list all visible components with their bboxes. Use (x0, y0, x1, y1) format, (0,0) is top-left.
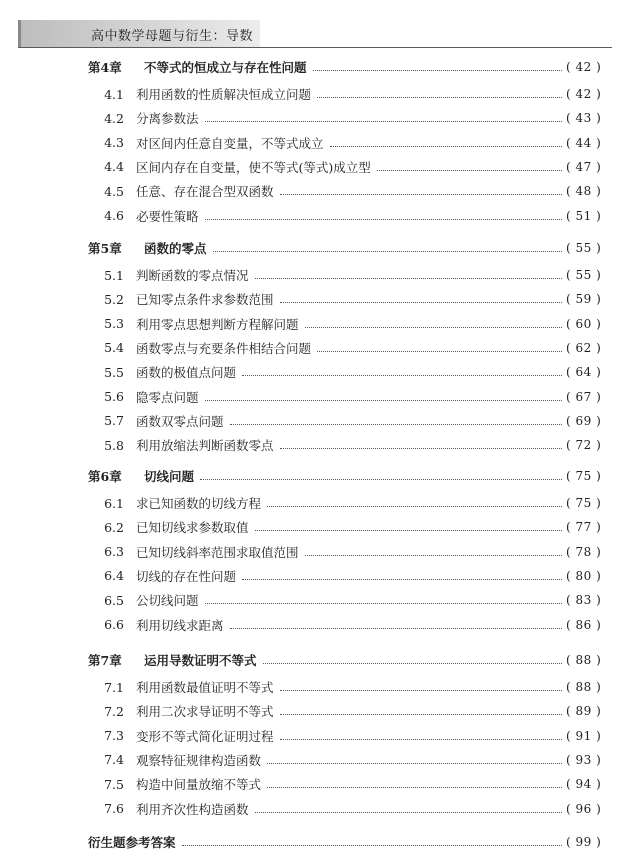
page-number: ( 78 ) (566, 544, 602, 559)
section-row[interactable] (0, 701, 629, 721)
section-title: 利用零点思想判断方程解问题 (136, 316, 299, 332)
section-row[interactable] (0, 677, 629, 697)
section-title: 对区间内任意自变量，不等式成立 (136, 135, 324, 151)
section-number: 4.6 (104, 208, 124, 223)
section-row[interactable] (0, 517, 629, 537)
section-row[interactable] (0, 750, 629, 770)
section-row[interactable] (0, 726, 629, 746)
section-number: 4.1 (104, 86, 124, 102)
section-number: 7.1 (104, 679, 124, 695)
section-number: 7.5 (104, 776, 124, 792)
section-title: 公切线问题 (136, 593, 199, 609)
section-number: 5.5 (104, 364, 124, 380)
section-row[interactable] (0, 84, 629, 104)
section-title: 利用函数的性质解决恒成立问题 (136, 87, 312, 102)
page-number: ( 96 ) (566, 801, 602, 816)
dot-leader (280, 739, 562, 740)
section-row[interactable] (0, 387, 629, 407)
section-title: 函数的极值点问题 (136, 365, 237, 381)
section-number: 7.4 (104, 752, 124, 768)
section-row[interactable] (0, 542, 629, 562)
section-title: 隐零点问题 (136, 389, 199, 405)
section-row[interactable] (0, 206, 629, 226)
page-number: ( 62 ) (566, 340, 602, 355)
dot-leader (280, 302, 562, 303)
section-title: 函数零点与充要条件相结合问题 (136, 340, 312, 356)
section-title: 利用二次求导证明不等式 (136, 704, 274, 720)
section-number: 4.2 (104, 110, 124, 126)
section-number: 5.3 (104, 316, 124, 332)
section-number: 5.6 (104, 389, 124, 404)
page-number: ( 75 ) (566, 496, 602, 510)
dot-leader (255, 278, 562, 279)
dot-leader (230, 628, 562, 629)
chapter-number: 第4章 (88, 60, 122, 75)
dot-leader (305, 555, 562, 556)
answers-title: 衍生题参考答案 (88, 835, 176, 850)
page-number: ( 72 ) (566, 438, 602, 453)
chapter-title: 函数的零点 (144, 241, 207, 256)
section-number: 5.7 (104, 413, 124, 429)
page-number: ( 67 ) (566, 389, 602, 404)
dot-leader (205, 603, 562, 604)
page-number: ( 99 ) (566, 835, 602, 849)
page-number: ( 93 ) (566, 752, 602, 767)
answers-row[interactable] (0, 832, 629, 852)
page-number: ( 89 ) (566, 704, 602, 719)
page-number: ( 83 ) (566, 593, 602, 608)
page-number: ( 91 ) (566, 728, 602, 743)
page-number: ( 75 ) (566, 469, 602, 483)
section-title: 已知零点条件求参数范围 (136, 292, 274, 308)
dot-leader (205, 400, 562, 401)
section-row[interactable] (0, 314, 629, 334)
section-title: 分离参数法 (136, 111, 199, 127)
section-number: 4.3 (104, 135, 124, 151)
section-title: 已知切线求参数取值 (136, 520, 249, 536)
section-number: 6.2 (104, 519, 124, 535)
section-row[interactable] (0, 181, 629, 201)
page-number: ( 51 ) (566, 208, 602, 223)
dot-leader (280, 714, 562, 715)
dot-leader (205, 121, 562, 122)
dot-leader (213, 251, 562, 252)
section-row[interactable] (0, 799, 629, 819)
section-row[interactable] (0, 157, 629, 177)
section-title: 任意、存在混合型双函数 (136, 184, 274, 200)
section-number: 6.4 (104, 568, 124, 584)
running-header (18, 20, 260, 48)
section-number: 5.2 (104, 291, 124, 307)
dot-leader (267, 763, 562, 764)
page-number: ( 42 ) (566, 60, 602, 74)
header-rule (18, 47, 612, 48)
section-row[interactable] (0, 435, 629, 455)
page-number: ( 77 ) (566, 520, 602, 535)
page-number: ( 44 ) (566, 135, 602, 150)
dot-leader (205, 219, 562, 220)
dot-leader (200, 479, 562, 480)
dot-leader (255, 812, 562, 813)
dot-leader (280, 194, 562, 195)
section-row[interactable] (0, 566, 629, 586)
dot-leader (242, 375, 562, 376)
page-number: ( 43 ) (566, 111, 602, 126)
chapter-number: 第7章 (88, 653, 122, 668)
page-number: ( 88 ) (566, 680, 602, 694)
section-number: 6.1 (104, 495, 124, 511)
section-title: 变形不等式简化证明过程 (136, 728, 274, 744)
section-row[interactable] (0, 590, 629, 610)
section-row[interactable] (0, 265, 629, 285)
section-title: 构造中间量放缩不等式 (136, 777, 262, 793)
chapter-row[interactable] (0, 57, 629, 77)
dot-leader (242, 579, 562, 580)
dot-leader (330, 146, 562, 147)
page-number: ( 86 ) (566, 617, 602, 632)
section-title: 利用放缩法判断函数零点 (136, 438, 274, 454)
chapter-row[interactable] (0, 238, 629, 258)
dot-leader (267, 506, 562, 507)
section-row[interactable] (0, 411, 629, 431)
page-number: ( 59 ) (566, 292, 602, 307)
section-title: 利用切线求距离 (136, 617, 224, 633)
dot-leader (313, 70, 562, 71)
chapter-row[interactable] (0, 650, 629, 670)
section-number: 5.4 (104, 340, 124, 356)
section-title: 区间内存在自变量，使不等式(等式)成立型 (136, 159, 371, 175)
page-number: ( 55 ) (566, 241, 602, 255)
dot-leader (230, 424, 562, 425)
section-number: 5.1 (104, 267, 124, 283)
section-title: 观察特征规律构造函数 (136, 752, 262, 768)
dot-leader (305, 327, 562, 328)
dot-leader (377, 170, 562, 171)
page-number: ( 80 ) (566, 568, 602, 583)
dot-leader (317, 351, 562, 352)
section-title: 切线的存在性问题 (136, 568, 237, 584)
chapter-row[interactable] (0, 466, 629, 486)
section-row[interactable] (0, 362, 629, 382)
section-title: 必要性策略 (136, 208, 199, 224)
dot-leader (182, 845, 562, 846)
page-number: ( 47 ) (566, 159, 602, 174)
page-number: ( 60 ) (566, 316, 602, 331)
section-title: 求已知函数的切线方程 (136, 496, 262, 511)
section-title: 函数双零点问题 (136, 413, 224, 429)
section-title: 利用齐次性构造函数 (136, 801, 249, 817)
chapter-number: 第6章 (88, 469, 122, 484)
section-title: 利用函数最值证明不等式 (136, 680, 274, 695)
page-number: ( 88 ) (566, 653, 602, 667)
chapter-number: 第5章 (88, 241, 122, 256)
chapter-title: 运用导数证明不等式 (144, 653, 257, 668)
section-row[interactable] (0, 108, 629, 128)
dot-leader (255, 530, 562, 531)
dot-leader (263, 663, 562, 664)
section-row[interactable] (0, 774, 629, 794)
page-number: ( 55 ) (566, 268, 602, 282)
section-number: 5.8 (104, 437, 124, 453)
book-title: 高中数学母题与衍生：导数 (91, 29, 254, 44)
section-title: 判断函数的零点情况 (136, 268, 249, 283)
section-number: 4.4 (104, 159, 124, 175)
section-row[interactable] (0, 133, 629, 153)
page-number: ( 48 ) (566, 184, 602, 199)
dot-leader (280, 448, 562, 449)
page-number: ( 94 ) (566, 777, 602, 792)
section-number: 7.3 (104, 728, 124, 744)
dot-leader (267, 787, 562, 788)
section-row[interactable] (0, 338, 629, 358)
section-number: 6.3 (104, 544, 124, 560)
section-row[interactable] (0, 615, 629, 635)
page-number: ( 64 ) (566, 365, 602, 380)
section-row[interactable] (0, 289, 629, 309)
section-number: 6.5 (104, 592, 124, 608)
section-number: 6.6 (104, 617, 124, 632)
section-number: 7.2 (104, 703, 124, 719)
chapter-title: 切线问题 (144, 469, 195, 484)
page-number: ( 42 ) (566, 87, 602, 101)
page-number: ( 69 ) (566, 413, 602, 428)
dot-leader (280, 690, 562, 691)
section-number: 7.6 (104, 801, 124, 816)
dot-leader (317, 97, 562, 98)
section-number: 4.5 (104, 183, 124, 199)
chapter-title: 不等式的恒成立与存在性问题 (144, 60, 307, 75)
section-title: 已知切线斜率范围求取值范围 (136, 544, 299, 560)
section-row[interactable] (0, 493, 629, 513)
